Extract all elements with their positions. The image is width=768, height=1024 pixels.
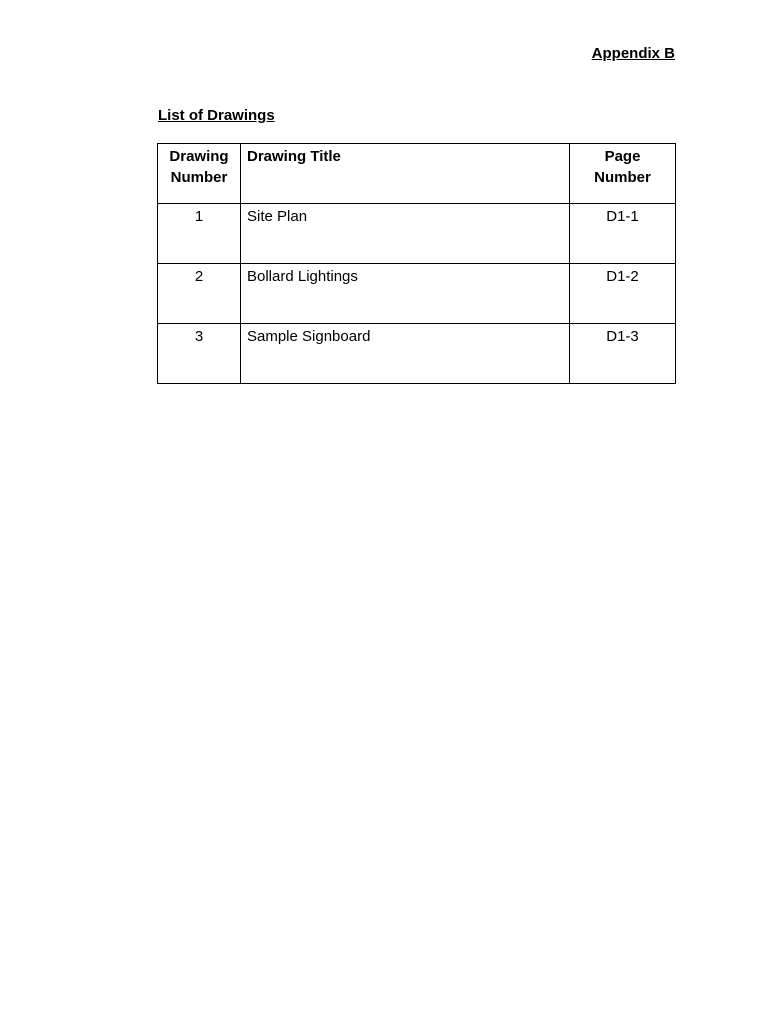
- header-drawing-number: [158, 144, 241, 204]
- cell-drawing-number: 1: [158, 204, 241, 264]
- header-drawing-number-line1: Drawing: [169, 148, 229, 165]
- cell-page-number: D1-3: [570, 324, 676, 384]
- cell-drawing-title: Site Plan: [241, 204, 570, 264]
- cell-page-number: D1-2: [570, 264, 676, 324]
- header-page-number: [570, 144, 676, 204]
- header-drawing-number-line2: Number: [170, 169, 228, 186]
- cell-drawing-title: Bollard Lightings: [241, 264, 570, 324]
- drawings-table: [157, 143, 676, 384]
- appendix-label: Appendix B: [591, 45, 675, 62]
- section-title: List of Drawings: [158, 107, 275, 124]
- table-row: [158, 264, 676, 324]
- cell-drawing-number: 3: [158, 324, 241, 384]
- table-row: [158, 324, 676, 384]
- header-page-number-line1: Page: [604, 148, 641, 165]
- cell-drawing-number: 2: [158, 264, 241, 324]
- header-page-number-line2: Number: [594, 169, 651, 186]
- table-header: [158, 144, 676, 204]
- header-row: [158, 144, 676, 204]
- cell-page-number: D1-1: [570, 204, 676, 264]
- table-body: [158, 204, 676, 384]
- table-row: [158, 204, 676, 264]
- header-drawing-title: Drawing Title: [241, 144, 570, 204]
- cell-drawing-title: Sample Signboard: [241, 324, 570, 384]
